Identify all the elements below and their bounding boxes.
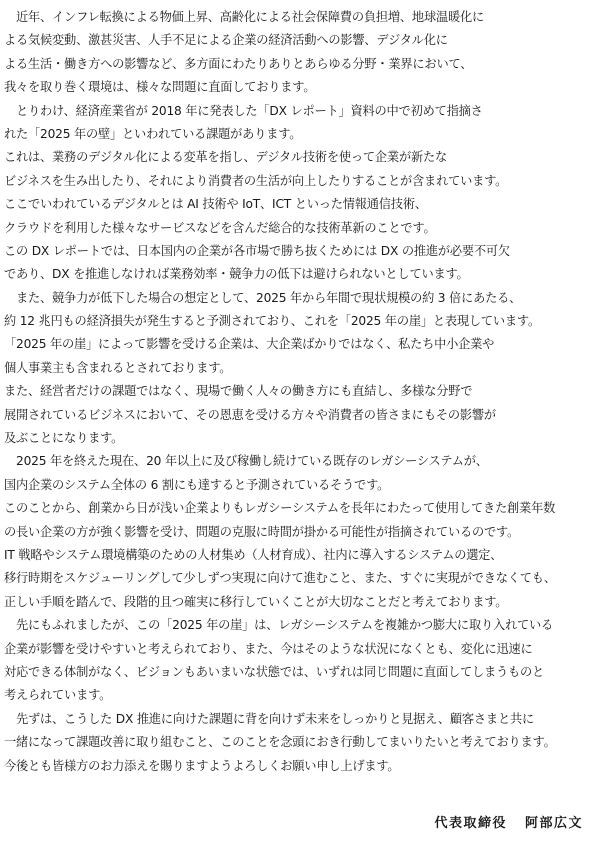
letter-line: ここでいわれているデジタルとは AI 技術や IoT、ICT といった情報通信技術、 [4,197,427,212]
letter-line: ビジネスを生み出したり、それにより消費者の生活が向上したりすることが含まれています。 [4,173,508,188]
letter-line: 近年、インフレ転換による物価上昇、高齢化による社会保障費の負担増、地球温暖化に [4,10,485,24]
letter-line: よる気候変動、激甚災害、人手不足による企業の経済活動への影響、デジタル化に [4,33,448,48]
letter-line: IT 戦略やシステム環境構築のための人材集め（人材育成）、社内に導入するシステムの選定、 [4,547,503,562]
letter-line: また、競争力が低下した場合の想定として、2025 年から年間で現状規模の約 3 倍にあたる、 [4,290,522,305]
letter-line: 対応できる体制がなく、ビジョンもあいまいな状態では、いずれは同じ問題に直面してしまうものと [4,664,545,679]
letter-line: 約 12 兆円もの経済損失が発生すると予測されており、これを「2025 年の崖」と表現しています。 [4,314,540,329]
letter-line: また、経営者だけの課題ではなく、現場で働く人々の働き方にも直結し、多様な分野で [4,384,473,399]
letter-line: 正しい手順を踏んで、段階的且つ確実に移行していくことが大切なことだと考えております。 [4,594,508,609]
letter-line: 「2025 年の崖」によって影響を受ける企業は、大企業ばかりではなく、私たち中小企業や [4,337,495,352]
letter-line: 2025 年を終えた現在、20 年以上に及び稼働し続けている既存のレガシーシステムが、 [4,454,488,469]
letter-line: とりわけ、経済産業省が 2018 年に発表した「DX レポート」資料の中で初めて指摘さ [4,103,483,118]
letter-line: この DX レポートでは、日本国内の企業が各市場で勝ち抜くためには DX の推進が必要不可欠 [4,243,510,258]
letter-line: 国内企業のシステム全体の 6 割にも達すると予測されているそうです。 [4,477,390,492]
letter-line: の長い企業の方が強く影響を受け、問題の克服に時間が掛かる可能性が指摘されているのです。 [4,524,520,539]
letter-line: これは、業務のデジタル化による変革を指し、デジタル技術を使って企業が新たな [4,150,448,165]
letter-line: であり、DX を推進しなければ業務効率・競争力の低下は避けられないとしています。 [4,267,469,282]
signature-name: 阿部広文 [524,816,583,831]
letter-line: 先にもふれましたが、この「2025 年の崖」は、レガシーシステムを複雑かつ膨大に取り入れている [4,618,554,633]
letter-line: 企業が影響を受けやすいと考えられており、また、今はそのような状況になくとも、変化に迅速に [4,641,533,656]
letter-line: 我々を取り巻く環境は、様々な問題に直面しております。 [4,80,316,95]
letter-line: このことから、創業から日が浅い企業よりもレガシーシステムを長年にわたって使用してきた創業年数 [4,501,556,516]
letter-line: よる生活・働き方への影響など、多方面にわたりありとあらゆる分野・業界において、 [4,56,473,71]
letter-line: 及ぶことになります。 [4,431,124,446]
letter-line: 先ずは、こうした DX 推進に向けた課題に背を向けず未来をしっかりと見据え、顧客さまと共に [4,711,534,726]
letter-line: 移行時期をスケジューリングして少しずつ実現に向けて進むこと、また、すぐに実現ができなくても、 [4,571,556,586]
signature [434,812,583,831]
letter-line: 考えられています。 [4,688,112,703]
letter-body [4,6,594,778]
letter-line: クラウドを利用した様々なサービスなどを含んだ総合的な技術革新のことです。 [4,220,436,235]
letter-line: 一緒になって課題改善に取り組むこと、このことを念頭におき行動してまいりたいと考えております。 [4,735,556,750]
letter-line: 展開されているビジネスにおいて、その恩恵を受ける方々や消費者の皆さまにもその影響が [4,407,496,422]
letter-line: れた「2025 年の壁」といわれている課題があります。 [4,126,302,141]
signature-title: 代表取締役 [434,816,507,831]
letter-line: 個人事業主も含まれるとされております。 [4,360,232,375]
letter-line: 今後とも皆様方のお力添えを賜りますようよろしくお願い申し上げます。 [4,758,400,773]
